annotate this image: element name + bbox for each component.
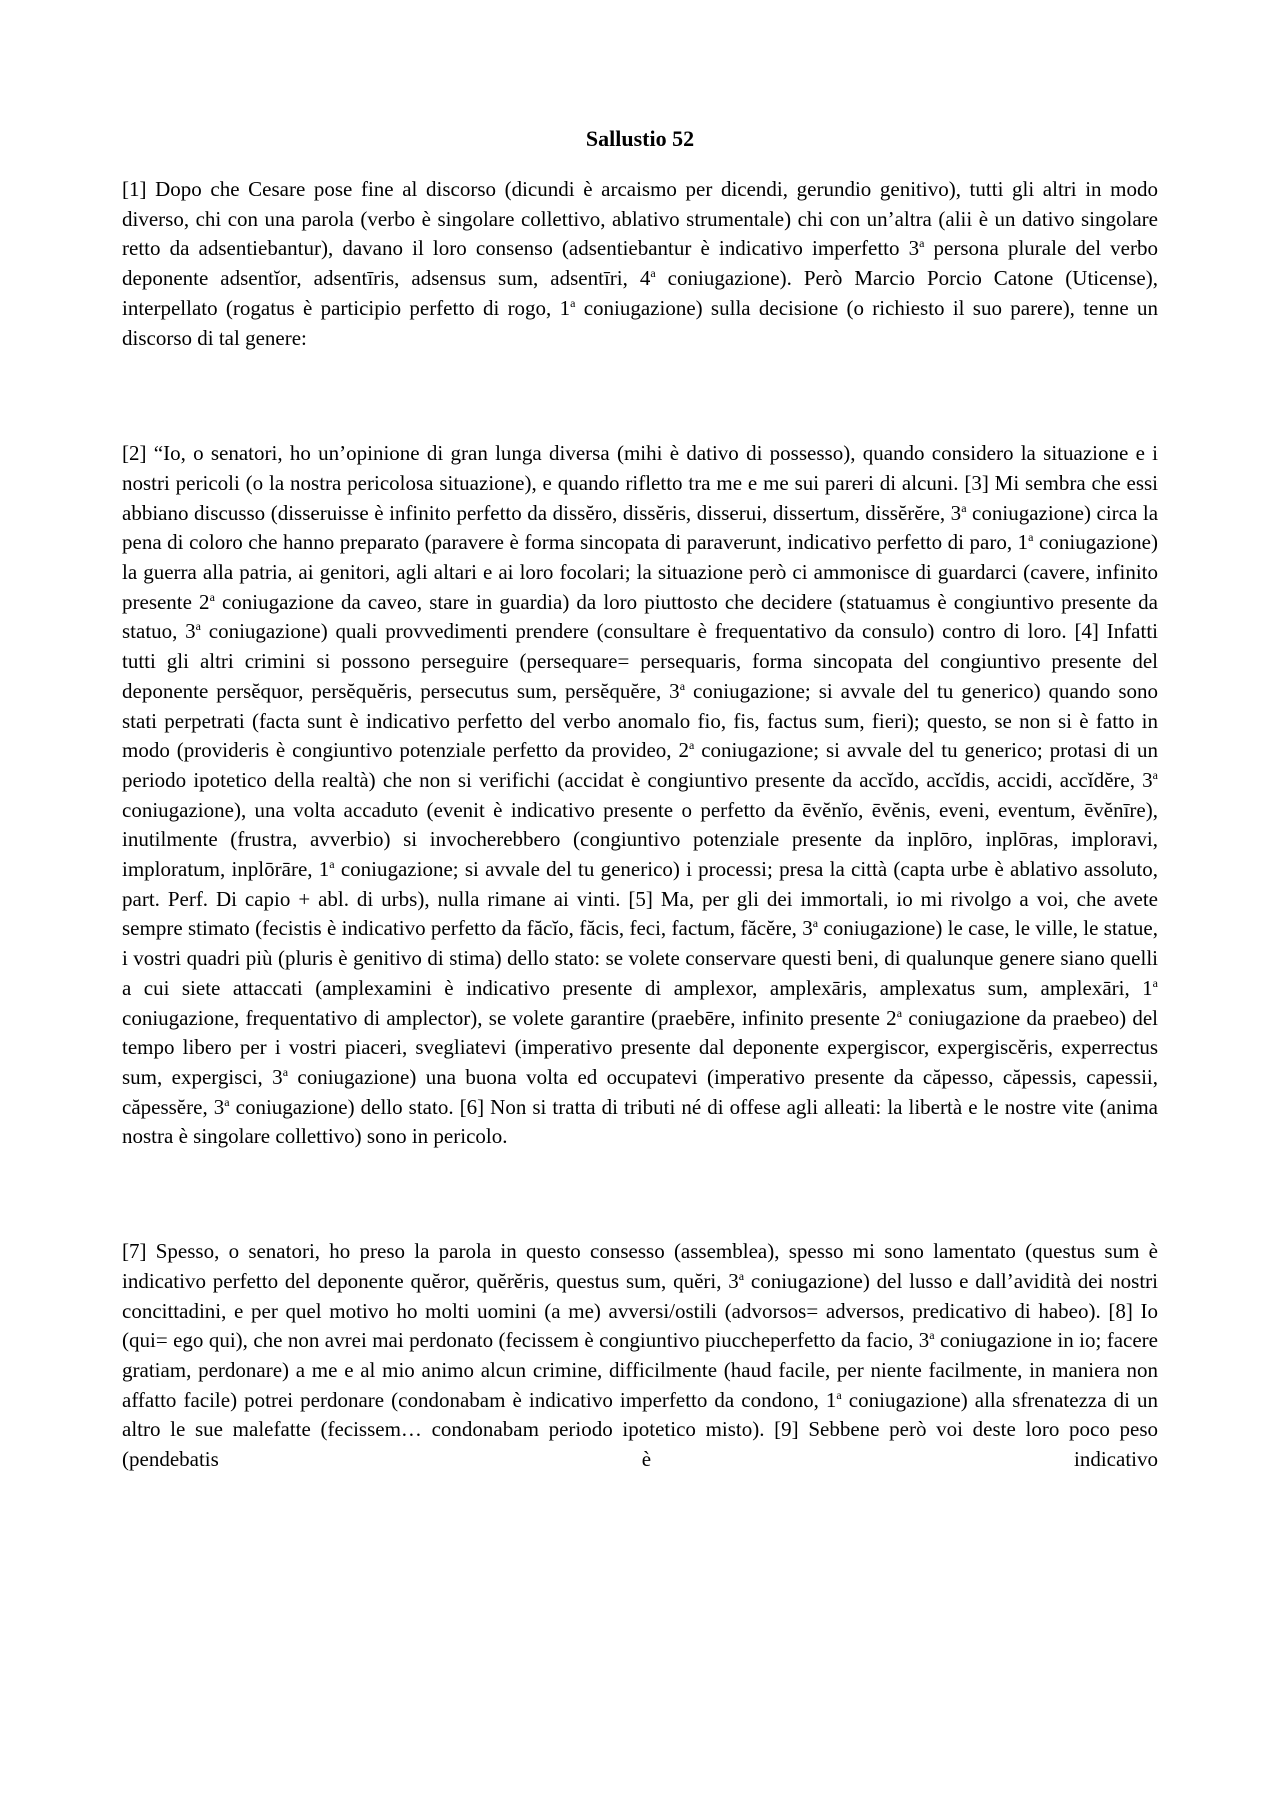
document-title: Sallustio 52 — [585, 126, 695, 151]
paragraph-1: [1] Dopo che Cesare pose fine al discorso (dicundi è arcaismo per dicendi, gerundio genitivo), tutti gli altri in modo diverso, chi con una parola (verbo è singolare collettivo, ablativo strumentale) chi con un’altra (alii è un dativo singolare retto da adsentiebantur), davano il loro consenso (adsentiebantur è indicativo imperfetto 3$^a$ persona plurale del verbo deponente adsentĭor, adsentīris, adsensus sum, adsentīri, 4$^a$ coniugazione). Però Marcio Porcio Catone (Uticense), interpellato (rogatus è participio perfetto di rogo, 1$^a$ coniugazione) sulla decisione (o richiesto il suo parere), tenne un discorso di tal genere: — [122, 177, 1158, 350]
paragraph-2: [2] “Io, o senatori, ho un’opinione di gran lunga diversa (mihi è dativo di possesso), quando considero la situazione e i nostri pericoli (o la nostra pericolosa situazione), e quando rifletto tra me e me sui pareri di alcuni. [3] Mi sembra che essi abbiano discusso (disseruisse è infinito perfetto da dissĕro, dissĕris, disserui, dissertum, dissĕrĕre, 3$^a$ coniugazione) circa la pena di coloro che hanno preparato (paravere è forma sincopata di paraverunt, indicativo perfetto di paro, 1$^a$ coniugazione) la guerra alla patria, ai genitori, agli altari e ai loro focolari; la situazione però ci ammonisce di guardarci (cavere, infinito presente 2$^a$ coniugazione da caveo, stare in guardia) da loro piuttosto che decidere (statuamus è congiuntivo presente da statuo, 3$^a$ coniugazione) quali provvedimenti prendere (consultare è frequentativo da consulo) contro di loro. [4] Infatti tutti gli altri crimini si possono perseguire (persequare= persequaris, forma sincopata del congiuntivo presente del deponente persĕquor, persĕquĕris, persecutus sum, persĕquĕre, 3$^a$ coniugazione; si avvale del tu generico) quando sono stati perpetrati (facta sunt è indicativo perfetto del verbo anomalo fio, fis, factus sum, fieri); questo, se non si è fatto in modo (provideris è congiuntivo potenziale perfetto da provideo, 2$^a$ coniugazione; si avvale del tu generico; protasi di un periodo ipotetico della realtà) che non si verifichi (accidat è congiuntivo presente da accĭdo, accĭdis, accidi, accĭdĕre, 3$^a$ coniugazione), una volta accaduto (evenit è indicativo presente o perfetto da ēvĕnĭo, ēvĕnis, eveni, eventum, ēvĕnīre), inutilmente (frustra, avverbio) si invocherebbero (congiuntivo potenziale presente da inplōro, inplōras, imploravi, imploratum, inplōrāre, 1$^a$ coniugazione; si avvale del tu generico) i processi; presa la città (capta urbe è ablativo assoluto, part. Perf. Di capio + abl. di urbs), nulla rimane ai vinti. [5] Ma, per gli dei immortali, io mi rivolgo a voi, che avete sempre stimato (fecistis è indicativo perfetto da făcĭo, făcis, feci, factum, făcĕre, 3$^a$ coniugazione) le case, le ville, le statue, i vostri quadri più (pluris è genitivo di stima) dello stato: se volete conservare questi beni, di qualunque genere siano quelli a cui siete attaccati (amplexamini è indicativo presente di amplexor, amplexāris, amplexatus sum, amplexāri, 1$^a$ coniugazione, frequentativo di amplector), se volete garantire (praebēre, infinito presente 2$^a$ coniugazione da praebeo) del tempo libero per i vostri piaceri, svegliatevi (imperativo presente dal deponente expergiscor, expergiscĕris, experrectus sum, expergisci, 3$^a$ coniugazione) una buona volta ed occupatevi (imperativo presente da căpesso, căpessis, capessii, căpessĕre, 3$^a$ coniugazione) dello stato. [6] Non si tratta di tributi né di offese agli alleati: la libertà e le nostre vite (anima nostra è singolare collettivo) sono in pericolo. — [122, 441, 1159, 1149]
paragraph-3: [7] Spesso, o senatori, ho preso la parola in questo consesso (assemblea), spesso mi sono lamentato (questus sum è indicativo perfetto del deponente quĕror, quĕrĕris, questus sum, quĕri, 3$^a$ coniugazione) del lusso e dall’avidità dei nostri concittadini, e per quel motivo ho molti uomini (a me) avversi/ostili (advorsos= adversos, predicativo di habeo). [8] Io (qui= ego qui), che non avrei mai perdonato (fecissem è congiuntivo piuccheperfetto da facio, 3$^a$ coniugazione in io; facere gratiam, perdonare) a me e al mio animo alcun crimine, difficilmente (haud facile, per niente facilmente, in maniera non affatto facile) potrei perdonare (condonabam è indicativo imperfetto da condono, 1$^a$ coniugazione) alla sfrenatezza di un altro le sue malefatte (fecissem… condonabam periodo ipotetico misto). [9] Sebbene però voi deste loro poco peso (pendebatis è indicativo — [122, 1239, 1158, 1472]
document-page — [122, 0, 1158, 1475]
